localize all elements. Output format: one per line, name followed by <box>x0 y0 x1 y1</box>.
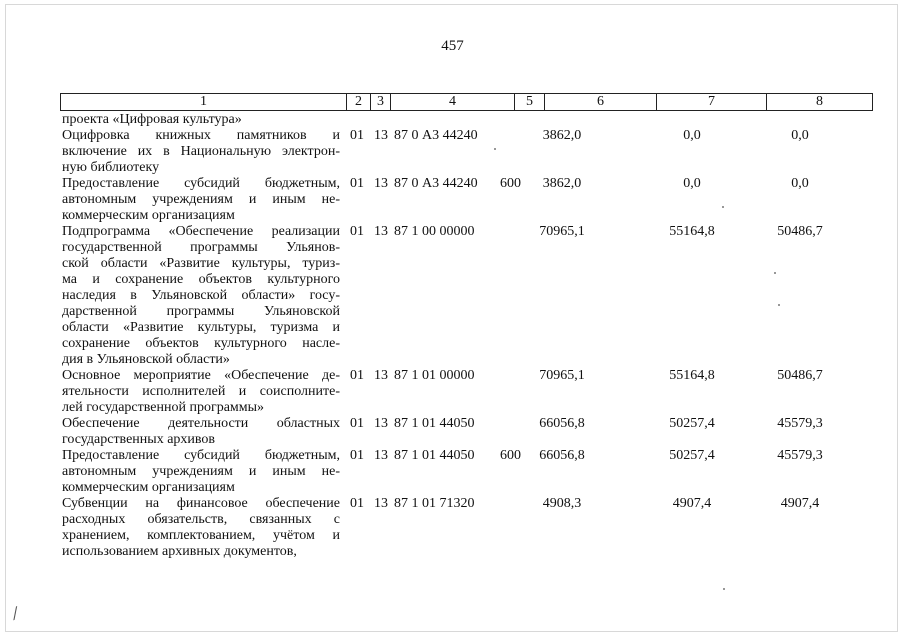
section-code: 13 <box>374 368 388 383</box>
amount-year-1: 3862,0 <box>542 128 582 143</box>
target-article-code: 87 1 00 00000 <box>394 224 475 239</box>
amount-year-1: 66056,8 <box>539 448 585 463</box>
target-article-code: 87 0 А3 44240 <box>394 128 478 143</box>
description-line: автономным учреждениям и иным не- <box>62 464 340 479</box>
amount-year-2: 50257,4 <box>669 448 715 463</box>
amount-year-2: 0,0 <box>683 128 701 143</box>
table-row <box>62 416 862 448</box>
table-row <box>62 112 862 128</box>
target-article-code: 87 1 01 71320 <box>394 496 475 511</box>
table-row <box>62 496 862 560</box>
scan-mark: ⁄ <box>10 604 20 623</box>
description-line: ской области «Развитие культуры, туриз- <box>62 256 340 271</box>
amount-year-1: 70965,1 <box>539 224 585 239</box>
row-description <box>62 128 340 176</box>
ministry-code: 01 <box>350 368 364 383</box>
description-line: Оцифровка книжных памятников и <box>62 128 340 143</box>
amount-year-2: 50257,4 <box>669 416 715 431</box>
amount-year-3: 45579,3 <box>777 416 823 431</box>
amount-year-1: 3862,0 <box>542 176 582 191</box>
target-article-code: 87 0 А3 44240 <box>394 176 478 191</box>
scan-speck <box>722 206 724 208</box>
description-line: дия в Ульяновской области» <box>62 352 230 367</box>
row-description <box>62 368 340 416</box>
expense-type-code: 600 <box>500 448 521 463</box>
section-code: 13 <box>374 128 388 143</box>
row-description <box>62 224 340 368</box>
scan-speck <box>774 272 776 274</box>
scan-speck <box>494 148 496 150</box>
amount-year-3: 45579,3 <box>777 448 823 463</box>
target-article-code: 87 1 01 44050 <box>394 448 475 463</box>
description-line: сохранение объектов культурного насле- <box>62 336 340 351</box>
row-description <box>62 176 340 224</box>
amount-year-2: 55164,8 <box>669 368 715 383</box>
target-article-code: 87 1 01 00000 <box>394 368 475 383</box>
description-line: государственных архивов <box>62 432 216 447</box>
table-row <box>62 224 862 368</box>
row-description <box>62 496 340 560</box>
header-col-1: 1 <box>61 94 347 111</box>
amount-year-3: 0,0 <box>791 176 809 191</box>
description-line: Обеспечение деятельности областных <box>62 416 340 431</box>
scan-speck <box>723 588 725 590</box>
table-row <box>62 128 862 176</box>
description-line: наследия в Ульяновской области» госу- <box>62 288 340 303</box>
section-code: 13 <box>374 448 388 463</box>
description-line: государственной программы Ульянов- <box>62 240 340 255</box>
description-line: Подпрограмма «Обеспечение реализации <box>62 224 340 239</box>
description-line: проекта «Цифровая культура» <box>62 112 242 127</box>
ministry-code: 01 <box>350 416 364 431</box>
header-col-7: 7 <box>657 94 767 111</box>
expense-type-code: 600 <box>500 176 521 191</box>
description-line: коммерческим организациям <box>62 208 235 223</box>
amount-year-1: 66056,8 <box>539 416 585 431</box>
description-line: Основное мероприятие «Обеспечение де- <box>62 368 340 383</box>
ministry-code: 01 <box>350 448 364 463</box>
description-line: ма и сохранение объектов культурного <box>62 272 340 287</box>
header-col-5: 5 <box>515 94 545 111</box>
section-code: 13 <box>374 224 388 239</box>
amount-year-3: 50486,7 <box>777 368 823 383</box>
amount-year-3: 4907,4 <box>780 496 820 511</box>
ministry-code: 01 <box>350 224 364 239</box>
amount-year-2: 55164,8 <box>669 224 715 239</box>
section-code: 13 <box>374 496 388 511</box>
header-col-6: 6 <box>545 94 657 111</box>
amount-year-1: 4908,3 <box>542 496 582 511</box>
ministry-code: 01 <box>350 176 364 191</box>
header-col-2: 2 <box>347 94 371 111</box>
page-number: 457 <box>441 38 464 54</box>
description-line: области «Развитие культуры, туризма и <box>62 320 340 335</box>
row-description <box>62 448 340 496</box>
description-line: Предоставление субсидий бюджетным, <box>62 176 340 191</box>
amount-year-3: 50486,7 <box>777 224 823 239</box>
table-row <box>62 368 862 416</box>
description-line: лей государственной программы» <box>62 400 265 415</box>
description-line: использованием архивных документов, <box>62 544 297 559</box>
header-col-8: 8 <box>767 94 873 111</box>
description-line: Предоставление субсидий бюджетным, <box>62 448 340 463</box>
description-line: автономным учреждениям и иным не- <box>62 192 340 207</box>
scan-speck <box>778 304 780 306</box>
row-description <box>62 416 340 448</box>
description-line: расходных обязательств, связанных с <box>62 512 340 527</box>
section-code: 13 <box>374 176 388 191</box>
description-line: ятельности исполнителей и соисполните- <box>62 384 340 399</box>
budget-rows <box>62 112 862 560</box>
row-description <box>62 112 340 128</box>
description-line: ную библиотеку <box>62 160 160 175</box>
description-line: включение их в Национальную электрон- <box>62 144 340 159</box>
amount-year-2: 0,0 <box>683 176 701 191</box>
target-article-code: 87 1 01 44050 <box>394 416 475 431</box>
description-line: коммерческим организациям <box>62 480 235 495</box>
table-row <box>62 176 862 224</box>
ministry-code: 01 <box>350 496 364 511</box>
description-line: дарственной программы Ульяновской <box>62 304 340 319</box>
table-row <box>62 448 862 496</box>
amount-year-2: 4907,4 <box>672 496 712 511</box>
ministry-code: 01 <box>350 128 364 143</box>
table-header <box>60 93 873 111</box>
header-col-3: 3 <box>371 94 391 111</box>
header-col-4: 4 <box>391 94 515 111</box>
description-line: хранением, комплектованием, учётом и <box>62 528 340 543</box>
amount-year-1: 70965,1 <box>539 368 585 383</box>
description-line: Субвенции на финансовое обеспечение <box>62 496 340 511</box>
section-code: 13 <box>374 416 388 431</box>
amount-year-3: 0,0 <box>791 128 809 143</box>
